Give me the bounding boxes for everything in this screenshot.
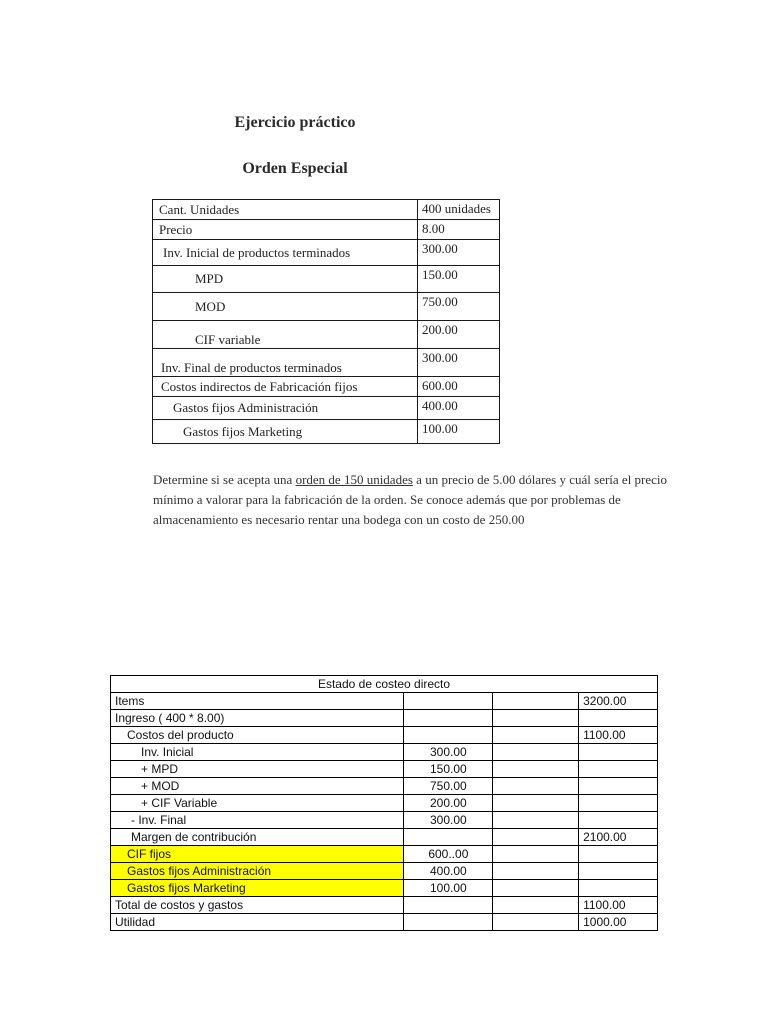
row-item: Ingreso ( 400 * 8.00) — [111, 710, 404, 727]
table-row — [111, 761, 658, 778]
row-total: 1100.00 — [579, 897, 658, 914]
row-amount — [404, 914, 493, 931]
row-value: 400 unidades — [418, 200, 500, 220]
row-label: Gastos fijos Administración — [153, 397, 418, 420]
row-item: Costos del producto — [111, 727, 404, 744]
row-amount: 600..00 — [404, 846, 493, 863]
row-empty — [493, 761, 579, 778]
row-empty — [493, 880, 579, 897]
row-value: 600.00 — [418, 377, 500, 397]
table-row — [111, 727, 658, 744]
row-total — [579, 880, 658, 897]
question-underlined: orden de 150 unidades — [295, 472, 413, 487]
row-amount — [404, 727, 493, 744]
row-total — [579, 744, 658, 761]
row-item: + MOD — [111, 778, 404, 795]
row-total: 2100.00 — [579, 829, 658, 846]
row-amount — [404, 897, 493, 914]
row-label: MOD — [153, 293, 418, 321]
table-row — [153, 293, 500, 321]
row-item: Utilidad — [111, 914, 404, 931]
row-total — [579, 795, 658, 812]
table-row — [153, 321, 500, 349]
row-total — [579, 778, 658, 795]
table-row — [111, 693, 658, 710]
table-row — [153, 200, 500, 220]
row-item: Inv. Inicial — [111, 744, 404, 761]
row-amount — [404, 693, 493, 710]
row-empty — [493, 829, 579, 846]
row-amount: 300.00 — [404, 812, 493, 829]
row-label: Gastos fijos Marketing — [153, 420, 418, 444]
table-row — [153, 266, 500, 293]
row-label: Inv. Inicial de productos terminados — [153, 240, 418, 266]
table-row — [111, 863, 658, 880]
row-value: 8.00 — [418, 220, 500, 240]
row-item: - Inv. Final — [111, 812, 404, 829]
row-value: 200.00 — [418, 321, 500, 349]
row-empty — [493, 846, 579, 863]
row-empty — [493, 710, 579, 727]
row-amount — [404, 829, 493, 846]
row-total — [579, 863, 658, 880]
row-value: 400.00 — [418, 397, 500, 420]
row-value: 150.00 — [418, 266, 500, 293]
table-row — [153, 377, 500, 397]
exercise-question — [153, 470, 693, 530]
row-item: Items — [111, 693, 404, 710]
row-amount: 750.00 — [404, 778, 493, 795]
row-label: Precio — [153, 220, 418, 240]
row-total: 1000.00 — [579, 914, 658, 931]
row-item: Gastos fijos Administración — [111, 863, 404, 880]
row-label: Inv. Final de productos terminados — [153, 349, 418, 377]
row-empty — [493, 693, 579, 710]
row-amount: 300.00 — [404, 744, 493, 761]
table-row — [111, 744, 658, 761]
row-empty — [493, 795, 579, 812]
row-amount: 100.00 — [404, 880, 493, 897]
row-item: Margen de contribución — [111, 829, 404, 846]
table-row — [153, 420, 500, 444]
table-row — [111, 795, 658, 812]
row-empty — [493, 914, 579, 931]
row-total — [579, 710, 658, 727]
table-row — [111, 812, 658, 829]
table-row — [111, 829, 658, 846]
row-label: MPD — [153, 266, 418, 293]
table-row — [111, 897, 658, 914]
row-value: 300.00 — [418, 240, 500, 266]
row-label: CIF variable — [153, 321, 418, 349]
row-total: 1100.00 — [579, 727, 658, 744]
question-text-start: Determine si se acepta una — [153, 472, 296, 487]
statement-title-row — [111, 676, 658, 693]
row-item: CIF fijos — [111, 846, 404, 863]
row-amount: 200.00 — [404, 795, 493, 812]
row-amount: 150.00 — [404, 761, 493, 778]
exercise-data-table — [152, 199, 500, 444]
table-row — [111, 846, 658, 863]
row-empty — [493, 727, 579, 744]
row-value: 300.00 — [418, 349, 500, 377]
exercise-subtitle: Orden Especial — [242, 160, 348, 177]
table-row — [111, 778, 658, 795]
row-label: Costos indirectos de Fabricación fijos — [153, 377, 418, 397]
table-row — [111, 880, 658, 897]
row-item: Total de costos y gastos — [111, 897, 404, 914]
row-empty — [493, 897, 579, 914]
table-row — [153, 397, 500, 420]
row-total — [579, 846, 658, 863]
row-item: Gastos fijos Marketing — [111, 880, 404, 897]
table-row — [111, 914, 658, 931]
row-empty — [493, 778, 579, 795]
row-empty — [493, 812, 579, 829]
row-total — [579, 812, 658, 829]
row-item: + CIF Variable — [111, 795, 404, 812]
direct-costing-statement — [110, 675, 658, 931]
row-total — [579, 761, 658, 778]
row-amount — [404, 710, 493, 727]
statement-title: Estado de costeo directo — [111, 676, 658, 693]
table-row — [111, 710, 658, 727]
exercise-title: Ejercicio práctico — [234, 114, 356, 131]
row-empty — [493, 744, 579, 761]
table-row — [153, 220, 500, 240]
table-row — [153, 240, 500, 266]
row-amount: 400.00 — [404, 863, 493, 880]
row-total: 3200.00 — [579, 693, 658, 710]
question-text-end: a un precio de 5.00 dólares y cuál sería el precio mínimo a valorar para la fabricación de la orden. Se conoce además que por problemas de almacenamiento es necesario rentar una bodega con un costo de 250.00 — [153, 472, 668, 527]
row-item: + MPD — [111, 761, 404, 778]
table-row — [153, 349, 500, 377]
row-label: Cant. Unidades — [153, 200, 418, 220]
row-value: 100.00 — [418, 420, 500, 444]
row-value: 750.00 — [418, 293, 500, 321]
row-empty — [493, 863, 579, 880]
